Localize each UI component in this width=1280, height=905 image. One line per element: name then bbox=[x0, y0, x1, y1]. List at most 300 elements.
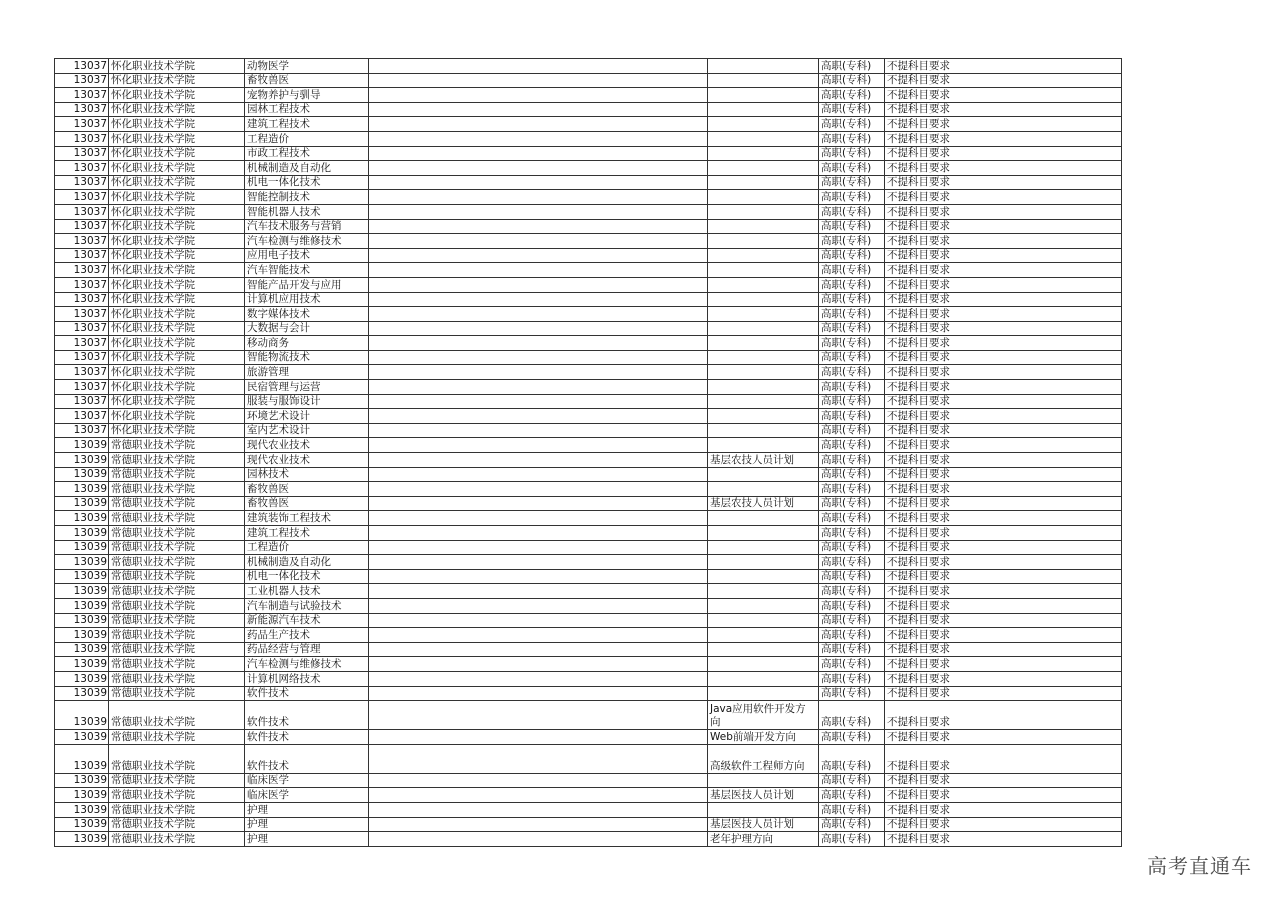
subject-requirement-cell: 不提科目要求 bbox=[885, 657, 1122, 672]
subject-requirement-cell: 不提科目要求 bbox=[885, 817, 1122, 832]
table-row bbox=[55, 701, 1122, 730]
level-cell: 高职(专科) bbox=[819, 802, 885, 817]
subject-requirement-cell: 不提科目要求 bbox=[885, 540, 1122, 555]
school-name-cell: 常德职业技术学院 bbox=[109, 569, 245, 584]
blank-cell bbox=[369, 540, 708, 555]
blank-cell bbox=[369, 642, 708, 657]
major-cell: 旅游管理 bbox=[245, 365, 369, 380]
plan-note-cell bbox=[708, 482, 819, 497]
subject-requirement-cell: 不提科目要求 bbox=[885, 73, 1122, 88]
subject-requirement-cell: 不提科目要求 bbox=[885, 423, 1122, 438]
subject-requirement-cell: 不提科目要求 bbox=[885, 569, 1122, 584]
plan-note-cell bbox=[708, 263, 819, 278]
blank-cell bbox=[369, 175, 708, 190]
level-cell: 高职(专科) bbox=[819, 686, 885, 701]
level-cell: 高职(专科) bbox=[819, 307, 885, 322]
blank-cell bbox=[369, 686, 708, 701]
level-cell: 高职(专科) bbox=[819, 657, 885, 672]
table-row bbox=[55, 555, 1122, 570]
school-name-cell: 常德职业技术学院 bbox=[109, 657, 245, 672]
plan-note-cell bbox=[708, 117, 819, 132]
subject-requirement-cell: 不提科目要求 bbox=[885, 277, 1122, 292]
blank-cell bbox=[369, 394, 708, 409]
major-cell: 宠物养护与驯导 bbox=[245, 88, 369, 103]
blank-cell bbox=[369, 307, 708, 322]
plan-note-cell bbox=[708, 409, 819, 424]
table-row bbox=[55, 277, 1122, 292]
level-cell: 高职(专科) bbox=[819, 336, 885, 351]
blank-cell bbox=[369, 190, 708, 205]
subject-requirement-cell: 不提科目要求 bbox=[885, 686, 1122, 701]
major-cell: 计算机网络技术 bbox=[245, 671, 369, 686]
subject-requirement-cell: 不提科目要求 bbox=[885, 190, 1122, 205]
school-name-cell: 怀化职业技术学院 bbox=[109, 321, 245, 336]
school-code-cell: 13039 bbox=[55, 628, 109, 643]
major-cell: 移动商务 bbox=[245, 336, 369, 351]
major-cell: 畜牧兽医 bbox=[245, 482, 369, 497]
plan-note-cell: 高级软件工程师方向 bbox=[708, 744, 819, 773]
level-cell: 高职(专科) bbox=[819, 321, 885, 336]
school-code-cell: 13037 bbox=[55, 190, 109, 205]
blank-cell bbox=[369, 336, 708, 351]
school-name-cell: 怀化职业技术学院 bbox=[109, 380, 245, 395]
school-code-cell: 13037 bbox=[55, 175, 109, 190]
major-cell: 机电一体化技术 bbox=[245, 569, 369, 584]
subject-requirement-cell: 不提科目要求 bbox=[885, 409, 1122, 424]
blank-cell bbox=[369, 467, 708, 482]
school-name-cell: 怀化职业技术学院 bbox=[109, 277, 245, 292]
level-cell: 高职(专科) bbox=[819, 292, 885, 307]
school-name-cell: 常德职业技术学院 bbox=[109, 701, 245, 730]
blank-cell bbox=[369, 598, 708, 613]
school-name-cell: 常德职业技术学院 bbox=[109, 467, 245, 482]
subject-requirement-cell: 不提科目要求 bbox=[885, 555, 1122, 570]
school-code-cell: 13037 bbox=[55, 292, 109, 307]
school-name-cell: 常德职业技术学院 bbox=[109, 613, 245, 628]
table-row bbox=[55, 598, 1122, 613]
table-row bbox=[55, 292, 1122, 307]
school-code-cell: 13037 bbox=[55, 307, 109, 322]
subject-requirement-cell: 不提科目要求 bbox=[885, 365, 1122, 380]
table-row bbox=[55, 161, 1122, 176]
plan-note-cell: 基层医技人员计划 bbox=[708, 788, 819, 803]
school-code-cell: 13039 bbox=[55, 817, 109, 832]
table-row bbox=[55, 453, 1122, 468]
table-row bbox=[55, 59, 1122, 74]
major-cell: 护理 bbox=[245, 817, 369, 832]
table-row bbox=[55, 657, 1122, 672]
school-code-cell: 13039 bbox=[55, 467, 109, 482]
level-cell: 高职(专科) bbox=[819, 598, 885, 613]
level-cell: 高职(专科) bbox=[819, 146, 885, 161]
table-row bbox=[55, 730, 1122, 745]
school-code-cell: 13039 bbox=[55, 701, 109, 730]
school-name-cell: 常德职业技术学院 bbox=[109, 496, 245, 511]
school-code-cell: 13039 bbox=[55, 482, 109, 497]
school-code-cell: 13039 bbox=[55, 526, 109, 541]
school-name-cell: 常德职业技术学院 bbox=[109, 817, 245, 832]
school-name-cell: 怀化职业技术学院 bbox=[109, 336, 245, 351]
level-cell: 高职(专科) bbox=[819, 701, 885, 730]
plan-note-cell bbox=[708, 102, 819, 117]
subject-requirement-cell: 不提科目要求 bbox=[885, 350, 1122, 365]
level-cell: 高职(专科) bbox=[819, 540, 885, 555]
major-cell: 新能源汽车技术 bbox=[245, 613, 369, 628]
school-name-cell: 怀化职业技术学院 bbox=[109, 409, 245, 424]
school-name-cell: 常德职业技术学院 bbox=[109, 453, 245, 468]
subject-requirement-cell: 不提科目要求 bbox=[885, 730, 1122, 745]
school-code-cell: 13039 bbox=[55, 584, 109, 599]
subject-requirement-cell: 不提科目要求 bbox=[885, 802, 1122, 817]
level-cell: 高职(专科) bbox=[819, 671, 885, 686]
blank-cell bbox=[369, 73, 708, 88]
table-row bbox=[55, 394, 1122, 409]
level-cell: 高职(专科) bbox=[819, 730, 885, 745]
blank-cell bbox=[369, 204, 708, 219]
plan-note-cell bbox=[708, 175, 819, 190]
blank-cell bbox=[369, 671, 708, 686]
blank-cell bbox=[369, 832, 708, 847]
school-code-cell: 13039 bbox=[55, 773, 109, 788]
major-cell: 软件技术 bbox=[245, 744, 369, 773]
plan-note-cell bbox=[708, 131, 819, 146]
major-cell: 工业机器人技术 bbox=[245, 584, 369, 599]
blank-cell bbox=[369, 161, 708, 176]
subject-requirement-cell: 不提科目要求 bbox=[885, 788, 1122, 803]
school-name-cell: 怀化职业技术学院 bbox=[109, 161, 245, 176]
school-name-cell: 常德职业技术学院 bbox=[109, 744, 245, 773]
school-code-cell: 13037 bbox=[55, 88, 109, 103]
school-code-cell: 13037 bbox=[55, 146, 109, 161]
plan-note-cell bbox=[708, 467, 819, 482]
subject-requirement-cell: 不提科目要求 bbox=[885, 453, 1122, 468]
plan-note-cell bbox=[708, 584, 819, 599]
major-cell: 智能产品开发与应用 bbox=[245, 277, 369, 292]
plan-note-cell bbox=[708, 540, 819, 555]
level-cell: 高职(专科) bbox=[819, 613, 885, 628]
subject-requirement-cell: 不提科目要求 bbox=[885, 496, 1122, 511]
level-cell: 高职(专科) bbox=[819, 88, 885, 103]
plan-note-cell bbox=[708, 671, 819, 686]
major-cell: 软件技术 bbox=[245, 686, 369, 701]
subject-requirement-cell: 不提科目要求 bbox=[885, 642, 1122, 657]
blank-cell bbox=[369, 569, 708, 584]
plan-note-cell bbox=[708, 336, 819, 351]
major-cell: 汽车智能技术 bbox=[245, 263, 369, 278]
table-row bbox=[55, 73, 1122, 88]
major-cell: 环境艺术设计 bbox=[245, 409, 369, 424]
school-code-cell: 13039 bbox=[55, 511, 109, 526]
major-cell: 机械制造及自动化 bbox=[245, 161, 369, 176]
major-cell: 机电一体化技术 bbox=[245, 175, 369, 190]
subject-requirement-cell: 不提科目要求 bbox=[885, 744, 1122, 773]
blank-cell bbox=[369, 511, 708, 526]
level-cell: 高职(专科) bbox=[819, 409, 885, 424]
table-row bbox=[55, 336, 1122, 351]
school-name-cell: 常德职业技术学院 bbox=[109, 511, 245, 526]
plan-note-cell bbox=[708, 190, 819, 205]
level-cell: 高职(专科) bbox=[819, 511, 885, 526]
level-cell: 高职(专科) bbox=[819, 817, 885, 832]
table-row bbox=[55, 671, 1122, 686]
school-name-cell: 常德职业技术学院 bbox=[109, 482, 245, 497]
school-name-cell: 怀化职业技术学院 bbox=[109, 117, 245, 132]
school-name-cell: 常德职业技术学院 bbox=[109, 584, 245, 599]
school-name-cell: 常德职业技术学院 bbox=[109, 802, 245, 817]
level-cell: 高职(专科) bbox=[819, 628, 885, 643]
level-cell: 高职(专科) bbox=[819, 365, 885, 380]
blank-cell bbox=[369, 817, 708, 832]
subject-requirement-cell: 不提科目要求 bbox=[885, 584, 1122, 599]
school-code-cell: 13039 bbox=[55, 453, 109, 468]
subject-requirement-cell: 不提科目要求 bbox=[885, 467, 1122, 482]
major-cell: 应用电子技术 bbox=[245, 248, 369, 263]
plan-note-cell: 基层医技人员计划 bbox=[708, 817, 819, 832]
table-row bbox=[55, 380, 1122, 395]
blank-cell bbox=[369, 628, 708, 643]
level-cell: 高职(专科) bbox=[819, 584, 885, 599]
school-code-cell: 13037 bbox=[55, 102, 109, 117]
school-name-cell: 常德职业技术学院 bbox=[109, 773, 245, 788]
school-name-cell: 常德职业技术学院 bbox=[109, 628, 245, 643]
table-row bbox=[55, 307, 1122, 322]
level-cell: 高职(专科) bbox=[819, 73, 885, 88]
plan-note-cell bbox=[708, 88, 819, 103]
subject-requirement-cell: 不提科目要求 bbox=[885, 773, 1122, 788]
school-name-cell: 常德职业技术学院 bbox=[109, 832, 245, 847]
school-code-cell: 13039 bbox=[55, 744, 109, 773]
major-cell: 大数据与会计 bbox=[245, 321, 369, 336]
major-cell: 智能机器人技术 bbox=[245, 204, 369, 219]
level-cell: 高职(专科) bbox=[819, 263, 885, 278]
plan-note-cell bbox=[708, 321, 819, 336]
table-row bbox=[55, 190, 1122, 205]
school-name-cell: 常德职业技术学院 bbox=[109, 598, 245, 613]
level-cell: 高职(专科) bbox=[819, 380, 885, 395]
blank-cell bbox=[369, 219, 708, 234]
blank-cell bbox=[369, 277, 708, 292]
table-row bbox=[55, 613, 1122, 628]
major-cell: 计算机应用技术 bbox=[245, 292, 369, 307]
table-row bbox=[55, 788, 1122, 803]
table-row bbox=[55, 102, 1122, 117]
school-code-cell: 13039 bbox=[55, 540, 109, 555]
subject-requirement-cell: 不提科目要求 bbox=[885, 701, 1122, 730]
school-code-cell: 13037 bbox=[55, 219, 109, 234]
school-name-cell: 怀化职业技术学院 bbox=[109, 248, 245, 263]
school-code-cell: 13039 bbox=[55, 686, 109, 701]
plan-note-cell bbox=[708, 598, 819, 613]
blank-cell bbox=[369, 365, 708, 380]
blank-cell bbox=[369, 584, 708, 599]
level-cell: 高职(专科) bbox=[819, 175, 885, 190]
major-cell: 工程造价 bbox=[245, 131, 369, 146]
table-row bbox=[55, 146, 1122, 161]
admissions-table bbox=[54, 58, 1122, 847]
school-name-cell: 怀化职业技术学院 bbox=[109, 394, 245, 409]
major-cell: 民宿管理与运营 bbox=[245, 380, 369, 395]
school-code-cell: 13037 bbox=[55, 350, 109, 365]
school-name-cell: 怀化职业技术学院 bbox=[109, 131, 245, 146]
major-cell: 汽车制造与试验技术 bbox=[245, 598, 369, 613]
plan-note-cell bbox=[708, 146, 819, 161]
blank-cell bbox=[369, 117, 708, 132]
school-name-cell: 常德职业技术学院 bbox=[109, 438, 245, 453]
subject-requirement-cell: 不提科目要求 bbox=[885, 248, 1122, 263]
subject-requirement-cell: 不提科目要求 bbox=[885, 161, 1122, 176]
school-code-cell: 13039 bbox=[55, 496, 109, 511]
school-code-cell: 13037 bbox=[55, 409, 109, 424]
subject-requirement-cell: 不提科目要求 bbox=[885, 117, 1122, 132]
major-cell: 动物医学 bbox=[245, 59, 369, 74]
plan-note-cell bbox=[708, 73, 819, 88]
blank-cell bbox=[369, 438, 708, 453]
plan-note-cell: Java应用软件开发方向 bbox=[708, 701, 819, 730]
blank-cell bbox=[369, 701, 708, 730]
plan-note-cell bbox=[708, 394, 819, 409]
level-cell: 高职(专科) bbox=[819, 642, 885, 657]
table-row bbox=[55, 526, 1122, 541]
school-name-cell: 怀化职业技术学院 bbox=[109, 190, 245, 205]
subject-requirement-cell: 不提科目要求 bbox=[885, 175, 1122, 190]
table-row bbox=[55, 204, 1122, 219]
blank-cell bbox=[369, 234, 708, 249]
plan-note-cell bbox=[708, 380, 819, 395]
level-cell: 高职(专科) bbox=[819, 423, 885, 438]
subject-requirement-cell: 不提科目要求 bbox=[885, 219, 1122, 234]
plan-note-cell bbox=[708, 657, 819, 672]
blank-cell bbox=[369, 802, 708, 817]
plan-note-cell bbox=[708, 569, 819, 584]
school-name-cell: 怀化职业技术学院 bbox=[109, 292, 245, 307]
school-code-cell: 13039 bbox=[55, 657, 109, 672]
blank-cell bbox=[369, 321, 708, 336]
major-cell: 现代农业技术 bbox=[245, 453, 369, 468]
plan-note-cell bbox=[708, 350, 819, 365]
school-name-cell: 怀化职业技术学院 bbox=[109, 59, 245, 74]
school-name-cell: 怀化职业技术学院 bbox=[109, 350, 245, 365]
school-name-cell: 怀化职业技术学院 bbox=[109, 423, 245, 438]
major-cell: 临床医学 bbox=[245, 788, 369, 803]
level-cell: 高职(专科) bbox=[819, 248, 885, 263]
school-code-cell: 13037 bbox=[55, 59, 109, 74]
blank-cell bbox=[369, 482, 708, 497]
table-row bbox=[55, 628, 1122, 643]
subject-requirement-cell: 不提科目要求 bbox=[885, 482, 1122, 497]
plan-note-cell: 基层农技人员计划 bbox=[708, 496, 819, 511]
subject-requirement-cell: 不提科目要求 bbox=[885, 292, 1122, 307]
table-row bbox=[55, 540, 1122, 555]
plan-note-cell bbox=[708, 628, 819, 643]
blank-cell bbox=[369, 380, 708, 395]
blank-cell bbox=[369, 773, 708, 788]
blank-cell bbox=[369, 453, 708, 468]
major-cell: 建筑装饰工程技术 bbox=[245, 511, 369, 526]
plan-note-cell bbox=[708, 59, 819, 74]
school-code-cell: 13039 bbox=[55, 671, 109, 686]
school-code-cell: 13037 bbox=[55, 234, 109, 249]
school-name-cell: 常德职业技术学院 bbox=[109, 526, 245, 541]
blank-cell bbox=[369, 744, 708, 773]
level-cell: 高职(专科) bbox=[819, 788, 885, 803]
school-name-cell: 常德职业技术学院 bbox=[109, 642, 245, 657]
table-row bbox=[55, 467, 1122, 482]
level-cell: 高职(专科) bbox=[819, 394, 885, 409]
school-code-cell: 13037 bbox=[55, 380, 109, 395]
school-code-cell: 13037 bbox=[55, 248, 109, 263]
major-cell: 建筑工程技术 bbox=[245, 526, 369, 541]
subject-requirement-cell: 不提科目要求 bbox=[885, 628, 1122, 643]
subject-requirement-cell: 不提科目要求 bbox=[885, 526, 1122, 541]
blank-cell bbox=[369, 526, 708, 541]
plan-note-cell bbox=[708, 292, 819, 307]
table-row bbox=[55, 248, 1122, 263]
school-name-cell: 常德职业技术学院 bbox=[109, 540, 245, 555]
major-cell: 工程造价 bbox=[245, 540, 369, 555]
level-cell: 高职(专科) bbox=[819, 204, 885, 219]
subject-requirement-cell: 不提科目要求 bbox=[885, 671, 1122, 686]
level-cell: 高职(专科) bbox=[819, 102, 885, 117]
blank-cell bbox=[369, 613, 708, 628]
school-name-cell: 怀化职业技术学院 bbox=[109, 88, 245, 103]
subject-requirement-cell: 不提科目要求 bbox=[885, 511, 1122, 526]
major-cell: 智能物流技术 bbox=[245, 350, 369, 365]
school-code-cell: 13039 bbox=[55, 438, 109, 453]
table-row bbox=[55, 744, 1122, 773]
school-code-cell: 13037 bbox=[55, 117, 109, 132]
plan-note-cell bbox=[708, 511, 819, 526]
blank-cell bbox=[369, 146, 708, 161]
major-cell: 护理 bbox=[245, 802, 369, 817]
school-code-cell: 13039 bbox=[55, 555, 109, 570]
table-row bbox=[55, 321, 1122, 336]
table-row bbox=[55, 569, 1122, 584]
subject-requirement-cell: 不提科目要求 bbox=[885, 146, 1122, 161]
level-cell: 高职(专科) bbox=[819, 744, 885, 773]
major-cell: 药品生产技术 bbox=[245, 628, 369, 643]
major-cell: 智能控制技术 bbox=[245, 190, 369, 205]
level-cell: 高职(专科) bbox=[819, 496, 885, 511]
blank-cell bbox=[369, 657, 708, 672]
plan-note-cell: 基层农技人员计划 bbox=[708, 453, 819, 468]
school-code-cell: 13037 bbox=[55, 204, 109, 219]
table-row bbox=[55, 584, 1122, 599]
school-code-cell: 13039 bbox=[55, 730, 109, 745]
plan-note-cell bbox=[708, 526, 819, 541]
major-cell: 畜牧兽医 bbox=[245, 496, 369, 511]
major-cell: 汽车技术服务与营销 bbox=[245, 219, 369, 234]
school-name-cell: 常德职业技术学院 bbox=[109, 730, 245, 745]
school-name-cell: 怀化职业技术学院 bbox=[109, 204, 245, 219]
subject-requirement-cell: 不提科目要求 bbox=[885, 263, 1122, 278]
blank-cell bbox=[369, 423, 708, 438]
major-cell: 现代农业技术 bbox=[245, 438, 369, 453]
level-cell: 高职(专科) bbox=[819, 569, 885, 584]
table-row bbox=[55, 423, 1122, 438]
major-cell: 药品经营与管理 bbox=[245, 642, 369, 657]
subject-requirement-cell: 不提科目要求 bbox=[885, 88, 1122, 103]
plan-note-cell bbox=[708, 802, 819, 817]
blank-cell bbox=[369, 496, 708, 511]
plan-note-cell bbox=[708, 613, 819, 628]
table-row bbox=[55, 686, 1122, 701]
major-cell: 园林工程技术 bbox=[245, 102, 369, 117]
plan-note-cell bbox=[708, 248, 819, 263]
school-code-cell: 13039 bbox=[55, 569, 109, 584]
major-cell: 汽车检测与维修技术 bbox=[245, 657, 369, 672]
level-cell: 高职(专科) bbox=[819, 773, 885, 788]
level-cell: 高职(专科) bbox=[819, 117, 885, 132]
